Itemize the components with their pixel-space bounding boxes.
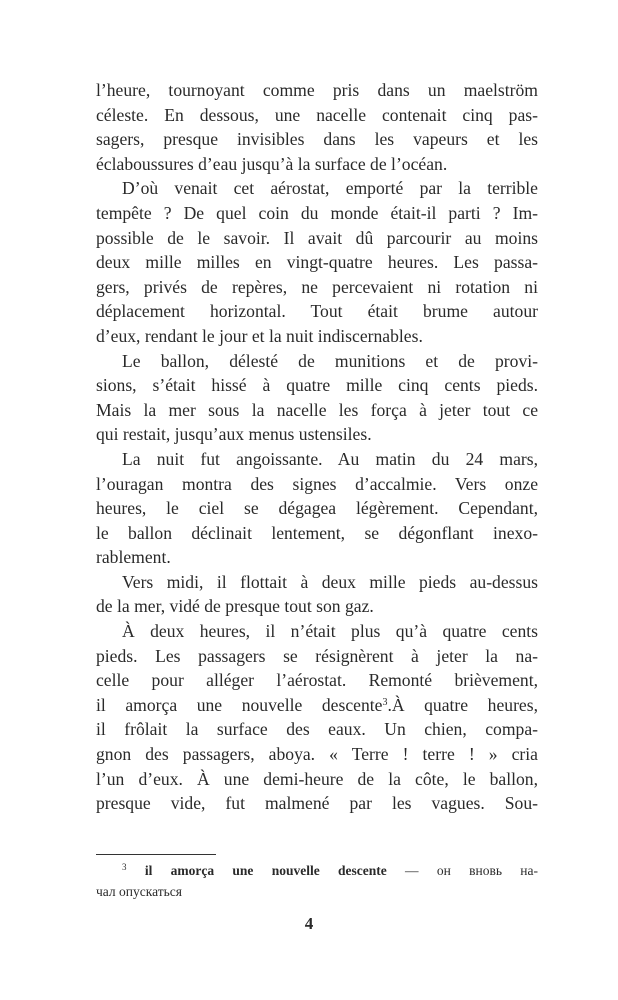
footnote-line: чал опускаться [96,884,182,899]
text-line: gers, privés de repères, ne percevaient ni rotation ni [96,276,538,297]
text-line: éclaboussures d’eau jusqu’à la surface de l’océan. [96,153,448,174]
footnote [96,860,538,902]
text-line: il frôlait la surface des eaux. Un chien, compa- [96,719,538,740]
footnote-term: il amorça une nouvelle descente [144,863,387,878]
text-line: gnon des passagers, aboya. « Terre ! terre ! » cria [96,744,538,765]
text-line: céleste. En dessous, une nacelle contenait cinq pas- [96,104,538,125]
footnote-divider [96,854,216,855]
footnote-marker: 3 [122,862,127,872]
text-line: celle pour alléger l’aérostat. Remonté brièvement, [96,670,538,691]
page-number: 4 [304,914,314,933]
text-fragment: .À quatre heures, [387,694,538,715]
text-line: sagers, presque invisibles dans les vapeurs et les [96,129,538,150]
footnote-dash: — [405,863,419,878]
text-line: La nuit fut angoissante. Au matin du 24 mars, [122,448,538,469]
text-line: heures, le ciel se dégagea légèrement. Cependant, [96,498,538,519]
text-line: déplacement horizontal. Tout était brume autour [96,301,538,322]
text-line: l’un d’eux. À une demi-heure de la côte, le ballon, [96,768,538,789]
text-line: de la mer, vidé de presque tout son gaz. [96,596,374,617]
text-line: l’heure, tournoyant comme pris dans un maelström [96,80,538,100]
text-line: possible de le savoir. Il avait dû parcourir au moins [96,227,538,248]
text-line: Le ballon, délesté de munitions et de provi- [122,350,538,371]
text-line: sions, s’était hissé à quatre mille cinq cents pieds. [96,375,538,396]
footnote-translation: он вновь на- [436,863,539,878]
text-line: rablement. [96,547,171,568]
text-fragment: il amorça une nouvelle descente [96,694,383,715]
text-line: le ballon déclinait lentement, se dégonflant inexo- [96,522,538,543]
text-line: pieds. Les passagers se résignèrent à jeter la na- [96,645,538,666]
text-line: Vers midi, il flottait à deux mille pieds au-dessus [122,571,538,592]
text-line: D’où venait cet aérostat, emporté par la terrible [122,178,538,199]
text-line: l’ouragan montra des signes d’accalmie. Vers onze [96,473,538,494]
text-line: À deux heures, il n’était plus qu’à quatre cents [122,621,538,642]
text-line: Mais la mer sous la nacelle les força à jeter tout ce [96,399,538,420]
footnote-reference[interactable]: 3 [382,696,388,708]
page-body [96,78,538,816]
text-line: qui restait, jusqu’aux menus ustensiles. [96,424,372,445]
text-line: d’eux, rendant le jour et la nuit indiscernables. [96,325,423,346]
text-line [96,693,538,718]
text-line: deux mille milles en vingt-quatre heures. Les passa- [96,252,538,273]
text-line: tempête ? De quel coin du monde était-il parti ? Im- [96,202,538,223]
text-line: presque vide, fut malmené par les vagues. Sou- [96,793,538,814]
footnote-line [96,860,538,881]
